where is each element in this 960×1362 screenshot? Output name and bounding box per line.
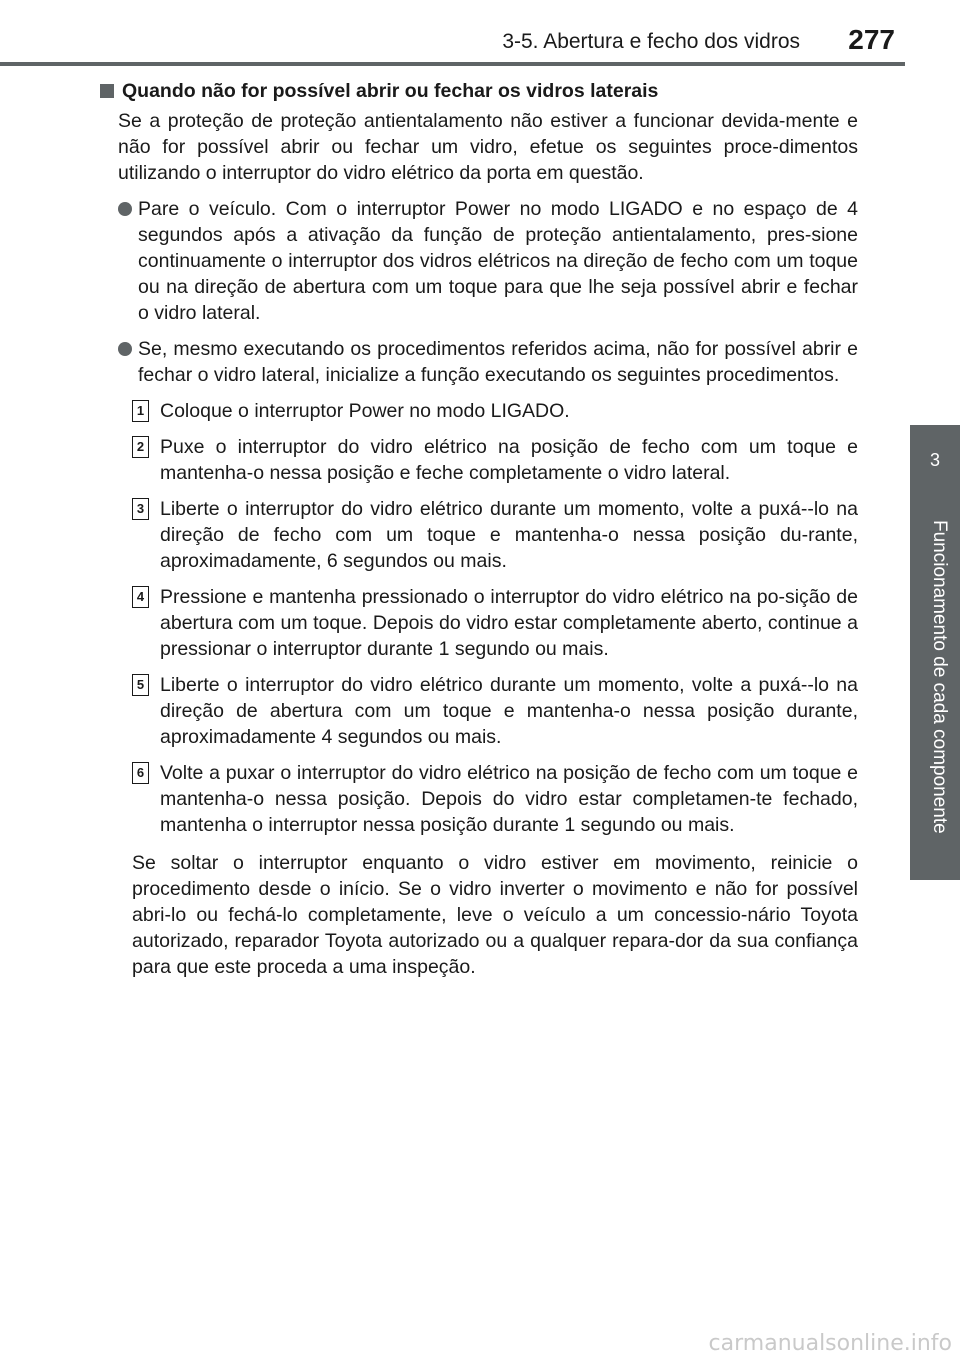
intro-paragraph: Se a proteção de proteção antientalamento não estiver a funcionar devida-mente e não for possível abrir ou fechar um vidro, efetue os seguintes proce-dimentos utilizando o interruptor do vidro elétrico da porta em questão. xyxy=(118,110,858,184)
square-bullet-icon xyxy=(100,84,114,98)
step-item xyxy=(96,760,858,838)
step-text: Coloque o interruptor Power no modo LIGADO. xyxy=(160,400,570,422)
step-item xyxy=(96,584,858,662)
step-number-badge: 4 xyxy=(132,586,149,608)
step-item xyxy=(96,434,858,486)
step-number-badge: 6 xyxy=(132,762,149,784)
chapter-tab-label: Funcionamento de cada componente xyxy=(929,520,950,834)
bullet-item xyxy=(96,196,858,326)
step-text: Pressione e mantenha pressionado o interruptor do vidro elétrico na po-sição de abertura com um toque. Depois do vidro estar completamente aberto, continue a pressionar o interruptor durante 1 segundo ou mais. xyxy=(160,586,858,660)
bullet-text: Se, mesmo executando os procedimentos referidos acima, não for possível abrir e fechar o vidro lateral, inicialize a função executando os seguintes procedimentos. xyxy=(138,338,858,386)
step-text: Puxe o interruptor do vidro elétrico na posição de fecho com um toque e mantenha-o nessa posição e feche completamente o vidro lateral. xyxy=(160,436,858,484)
step-text: Liberte o interruptor do vidro elétrico durante um momento, volte a puxá--lo na direção de abertura com um toque e mantenha-o nessa posição durante, aproximadamente 4 segundos ou mais. xyxy=(160,674,858,748)
round-bullet-icon xyxy=(118,342,132,356)
section-heading-text: Quando não for possível abrir ou fechar os vidros laterais xyxy=(122,80,659,102)
section-heading xyxy=(96,78,858,104)
main-content xyxy=(96,78,858,1000)
closing-paragraph: Se soltar o interruptor enquanto o vidro estiver em movimento, reinicie o procedimento desde o início. Se o vidro inverter o movimento e não for possível abri-lo ou fechá-lo completamente, leve o veículo a um concessio-nário Toyota autorizado, reparador Toyota autorizado ou a qualquer repara-dor da sua confiança para que este proceda a uma inspeção. xyxy=(132,852,858,978)
step-number-badge: 3 xyxy=(132,498,149,520)
step-item xyxy=(96,398,858,424)
page-number: 277 xyxy=(848,24,895,55)
step-text: Liberte o interruptor do vidro elétrico durante um momento, volte a puxá--lo na direção de fecho com um toque e mantenha-o nessa posição du-rante, aproximadamente, 6 segundos ou mais. xyxy=(160,498,858,572)
header-rule xyxy=(0,62,905,66)
bullet-item xyxy=(96,336,858,388)
step-item xyxy=(96,496,858,574)
chapter-tab-number: 3 xyxy=(910,425,960,510)
step-item xyxy=(96,672,858,750)
step-number-badge: 1 xyxy=(132,400,149,422)
step-number-badge: 5 xyxy=(132,674,149,696)
round-bullet-icon xyxy=(118,202,132,216)
step-number-badge: 2 xyxy=(132,436,149,458)
watermark: carmanualsonline.info xyxy=(708,1331,952,1356)
bullet-text: Pare o veículo. Com o interruptor Power no modo LIGADO e no espaço de 4 segundos após a ativação da função de proteção antientalamento, pres-sione continuamente o interruptor dos vidros elétricos na direção de fecho com um toque ou na direção de abertura com um toque para que lhe seja possível abrir e fechar o vidro lateral. xyxy=(138,198,858,324)
section-title: 3-5. Abertura e fecho dos vidros xyxy=(502,30,800,53)
step-text: Volte a puxar o interruptor do vidro elétrico na posição de fecho com um toque e mantenha-o nessa posição. Depois do vidro estar completamen-te fechado, mantenha o interruptor nessa posição durante 1 segundo ou mais. xyxy=(160,762,858,836)
